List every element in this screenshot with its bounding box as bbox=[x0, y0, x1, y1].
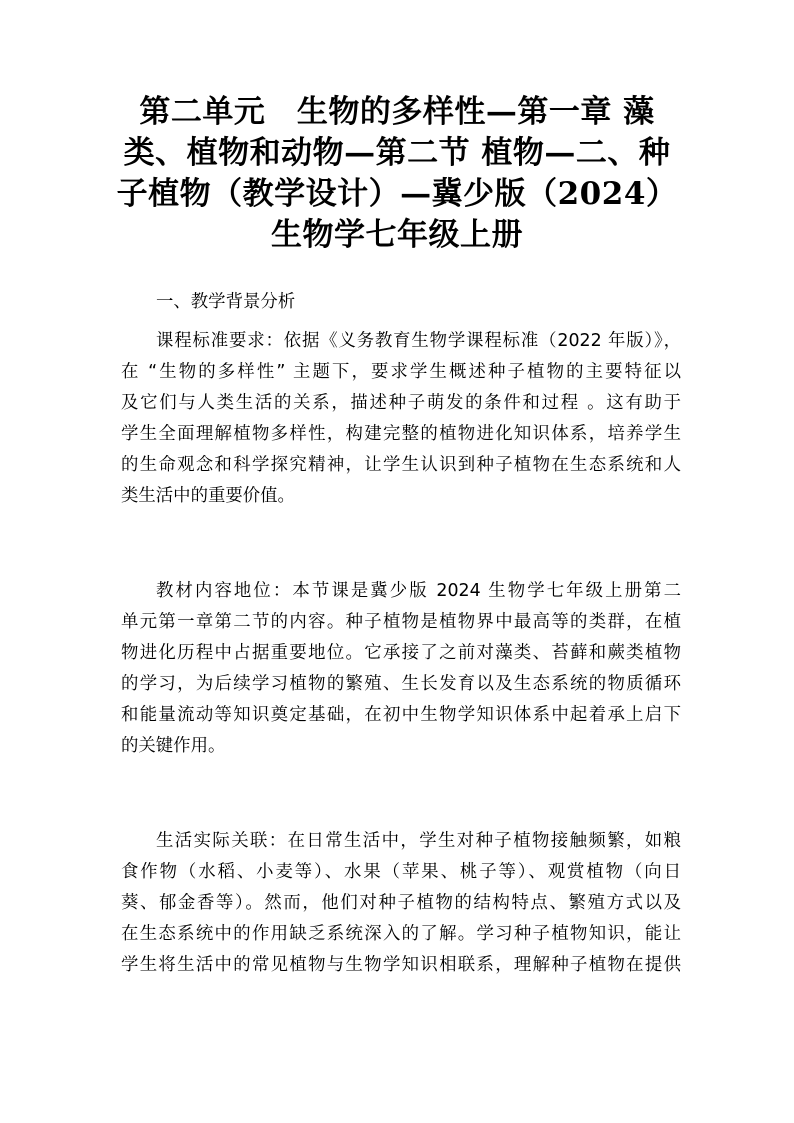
paragraph-line: 在 “生物的多样性” 主题下，要求学生概述种子植物的主要特征以 bbox=[121, 362, 681, 382]
title-line: 子植物（教学设计）—冀少版（2024） bbox=[116, 176, 678, 212]
paragraph-line: 学生将生活中的常见植物与生物学知识相联系，理解种子植物在提供 bbox=[121, 955, 681, 975]
paragraph-line: 学生全面理解植物多样性，构建完整的植物进化知识体系，培养学生 bbox=[121, 424, 681, 444]
paragraph-line: 生活实际关联：在日常生活中，学生对种子植物接触频繁，如粮 bbox=[156, 831, 681, 851]
paragraph-textbook-position bbox=[121, 576, 681, 762]
paragraph-line: 食作物（水稻、小麦等）、水果（苹果、桃子等）、观赏植物（向日 bbox=[121, 862, 681, 882]
paragraph-line: 单元第一章第二节的内容。种子植物是植物界中最高等的类群，在植 bbox=[121, 612, 681, 632]
paragraph-line: 葵、郁金香等）。然而，他们对种子植物的结构特点、繁殖方式以及 bbox=[121, 893, 681, 913]
paragraph-line: 的关键作用。 bbox=[121, 736, 226, 756]
section-heading-text: 一、教学背景分析 bbox=[156, 292, 296, 312]
document-title bbox=[110, 92, 684, 256]
paragraph-line: 类生活中的重要价值。 bbox=[121, 486, 295, 506]
paragraph-curriculum-standard bbox=[121, 326, 681, 512]
title-line: 第二单元 生物的多样性—第一章 藻 bbox=[139, 94, 655, 130]
paragraph-line: 在生态系统中的作用缺乏系统深入的了解。学习种子植物知识，能让 bbox=[121, 924, 681, 944]
paragraph-line: 课程标准要求：依据《义务教育生物学课程标准（2022 年版）》， bbox=[156, 331, 681, 351]
paragraph-line: 的生命观念和科学探究精神，让学生认识到种子植物在生态系统和人 bbox=[121, 455, 681, 475]
paragraph-line: 物进化历程中占据重要地位。它承接了之前对藻类、苔藓和蕨类植物 bbox=[121, 643, 681, 663]
title-line: 类、植物和动物—第二节 植物—二、种 bbox=[123, 135, 671, 171]
section-heading bbox=[121, 287, 681, 318]
paragraph-line: 及它们与人类生活的关系，描述种子萌发的条件和过程 。这有助于 bbox=[121, 393, 681, 413]
title-line: 生物学七年级上册 bbox=[271, 217, 523, 253]
paragraph-line: 和能量流动等知识奠定基础，在初中生物学知识体系中起着承上启下 bbox=[121, 705, 681, 725]
paragraph-line: 教材内容地位：本节课是冀少版 2024 生物学七年级上册第二 bbox=[156, 581, 681, 601]
paragraph-line: 的学习，为后续学习植物的繁殖、生长发育以及生态系统的物质循环 bbox=[121, 674, 681, 694]
paragraph-life-connection bbox=[121, 826, 681, 981]
